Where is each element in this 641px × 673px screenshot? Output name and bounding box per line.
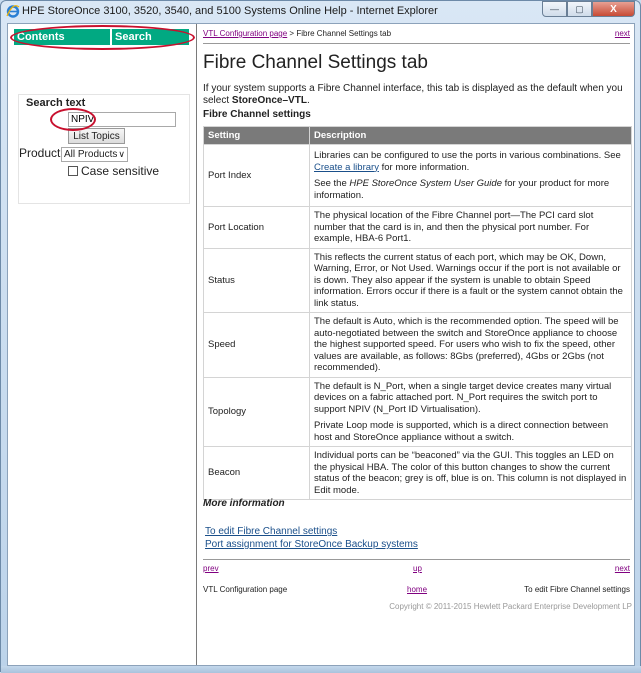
setting-cell: Port Location (204, 207, 310, 249)
description-cell: The default is Auto, which is the recommended option. The speed will be auto-negotiated between the switch and StoreOnce appliance to choose the highest supported speed. For users who wish to fix the speed, other values are available, as follows: 8Gbs (preferred), 4Gbs or 2Gbs (not recommended). (310, 313, 632, 378)
nav-tabs (14, 29, 189, 45)
setting-cell: Beacon (204, 447, 310, 500)
copyright: Copyright © 2011-2015 Hewlett Packard Enterprise Development LP (389, 602, 632, 611)
tab-search[interactable]: Search (112, 29, 189, 45)
tab-contents[interactable]: Contents (14, 29, 110, 45)
window-title: HPE StoreOnce 3100, 3520, 3540, and 5100 Systems Online Help - Internet Explorer (22, 5, 438, 17)
column-header-description: Description (310, 127, 632, 145)
browser-content (7, 23, 635, 666)
next-topic-title: To edit Fibre Channel settings (524, 585, 630, 594)
description-cell (310, 377, 632, 447)
table-row (204, 447, 632, 500)
desc-text: Private Loop mode is supported, which is a direct connection between host and StoreOnce appliance without a switch. (314, 420, 609, 443)
product-label: Product (19, 146, 61, 160)
divider (203, 559, 630, 560)
table-caption: Fibre Channel settings (203, 109, 311, 120)
maximize-button[interactable]: ▢ (567, 1, 592, 17)
desc-text: for more information. (378, 161, 470, 173)
product-selected-value: All Products (64, 149, 118, 160)
table-row (204, 207, 632, 249)
desc-text: for your product for more information. (314, 178, 610, 201)
breadcrumb-separator: > (287, 29, 297, 38)
intro-end: . (306, 95, 310, 106)
prev-topic-title: VTL Configuration page (203, 585, 288, 594)
settings-table (203, 126, 632, 500)
divider (203, 43, 630, 44)
setting-cell: Speed (204, 313, 310, 378)
description-cell: The physical location of the Fibre Channel port—The PCI card slot number that the card is in, and then the physical port number. For example, HBA-6 Port1. (310, 207, 632, 249)
description-cell: This reflects the current status of each port, which may be OK, Down, Warning, Error, or Not Used. Warnings occur if the port is not available or is down. They also appear if the system is unable to obtain Speed information. Errors occur if there is a fault or the system cannot obtain the link status. (310, 248, 632, 313)
product-select[interactable] (61, 147, 128, 162)
table-row (204, 377, 632, 447)
next-link-top[interactable]: next (614, 29, 630, 38)
table-row (204, 248, 632, 313)
home-link[interactable]: home (407, 585, 428, 594)
up-link[interactable]: up (413, 564, 422, 573)
chevron-down-icon: ∨ (118, 149, 125, 159)
list-topics-button[interactable]: List Topics (68, 128, 125, 144)
intro-paragraph (203, 83, 630, 107)
internet-explorer-icon (6, 4, 20, 18)
case-sensitive-label: Case sensitive (81, 164, 160, 178)
minimize-button[interactable]: — (542, 1, 567, 17)
column-header-setting: Setting (204, 127, 310, 145)
create-library-link[interactable]: Create a library (314, 161, 379, 173)
breadcrumb-current: Fibre Channel Settings tab (296, 29, 392, 38)
link-port-assignment[interactable]: Port assignment for StoreOnce Backup systems (205, 539, 418, 550)
close-button[interactable]: X (592, 1, 635, 17)
setting-cell: Topology (204, 377, 310, 447)
page-title: Fibre Channel Settings tab (203, 52, 428, 73)
table-row (204, 145, 632, 207)
topic-pane (198, 24, 634, 665)
title-bar (1, 1, 640, 21)
case-sensitive-option[interactable] (68, 164, 159, 178)
setting-cell: Port Index (204, 145, 310, 207)
intro-bold: StoreOnce–VTL (231, 95, 307, 106)
desc-text: See the (314, 178, 350, 189)
user-guide-title: HPE StoreOnce System User Guide (349, 178, 502, 189)
link-edit-fibre-channel[interactable]: To edit Fibre Channel settings (205, 526, 338, 537)
related-links (205, 525, 418, 551)
navigation-pane (8, 24, 197, 665)
setting-cell: Status (204, 248, 310, 313)
table-row (204, 313, 632, 378)
description-cell (310, 145, 632, 207)
case-sensitive-checkbox[interactable] (68, 166, 78, 176)
prev-link[interactable]: prev (203, 564, 219, 573)
breadcrumb-link-vtl[interactable]: VTL Configuration page (203, 29, 288, 38)
intro-text: If your system supports a Fibre Channel interface, this tab is displayed as the default when you select (203, 83, 623, 106)
next-link-bottom[interactable]: next (614, 564, 630, 573)
desc-text: Libraries can be configured to use the ports in various combinations. See (314, 150, 621, 161)
search-text-label: Search text (26, 97, 86, 109)
description-cell: Individual ports can be “beaconed” via the GUI. This toggles an LED on the physical HBA. The color of this button changes to show the current status of the beacon; grey is off, blue is on. This column is not displayed in Edit mode. (310, 447, 632, 500)
more-information-heading: More information (203, 498, 285, 509)
table-header-row (204, 127, 632, 145)
desc-text: The default is N_Port, when a single target device creates many virtual devices on a fabric attached port. N_Port requires the switch port to support NPIV (N_Port ID Virtualisation). (314, 380, 612, 415)
breadcrumb (203, 29, 630, 38)
search-input[interactable] (68, 112, 176, 127)
search-panel (18, 94, 190, 204)
